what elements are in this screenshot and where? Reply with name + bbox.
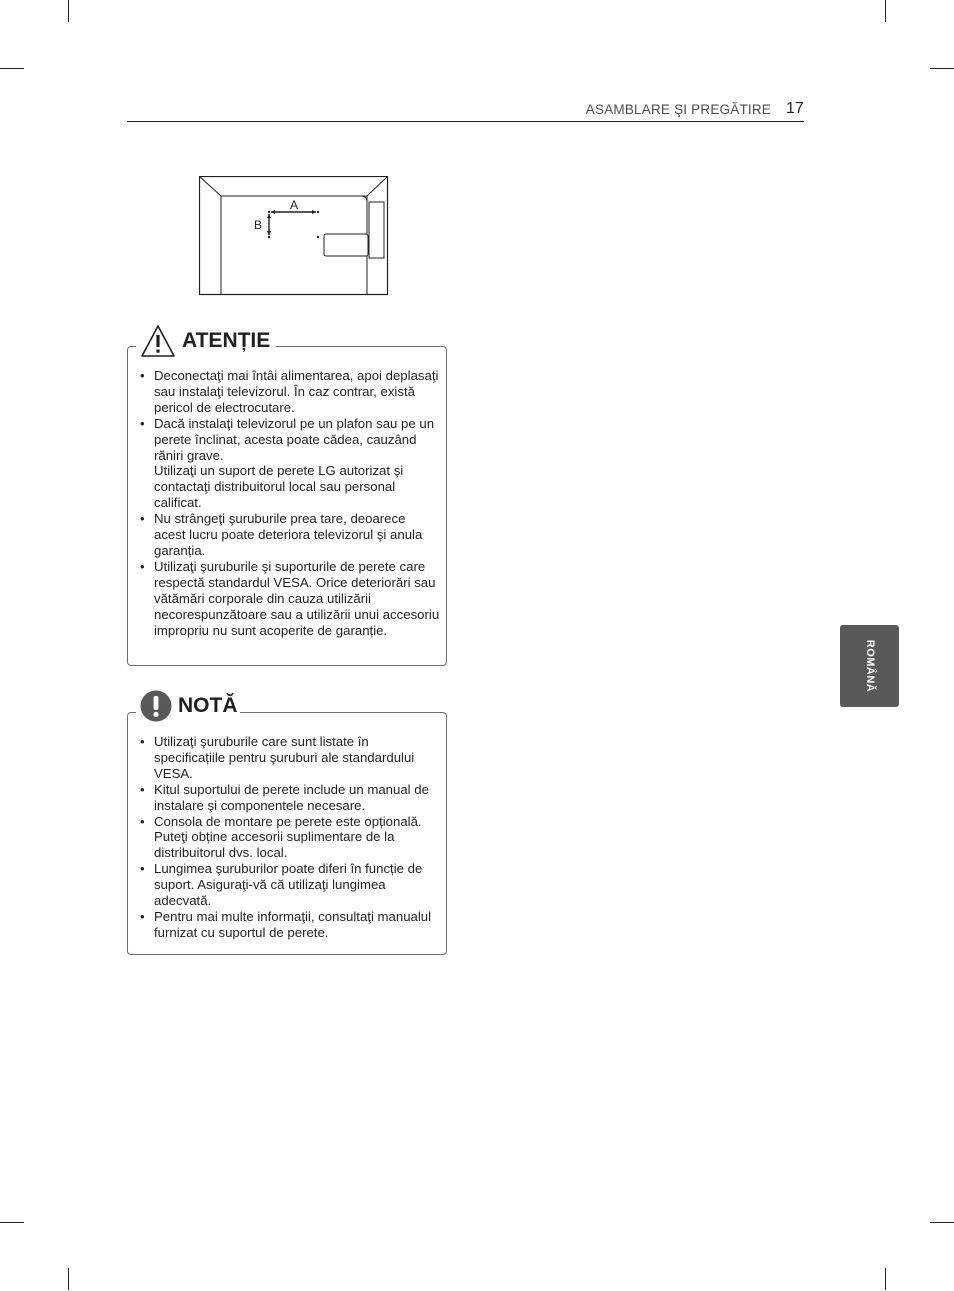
list-item: • Lungimea şuruburilor poate diferi în funcție de suport. Asiguraţi-vă că utilizaţi lungimea adecvată. — [140, 861, 440, 909]
list-item-subparagraph: Utilizaţi un suport de perete LG autorizat şi contactaţi distribuitorul local sau personal calificat. — [154, 463, 404, 511]
language-tab — [840, 625, 899, 707]
crop-mark — [930, 68, 954, 69]
dimension-a-label: A — [289, 198, 299, 212]
caution-list — [140, 368, 440, 638]
crop-mark — [68, 0, 69, 22]
list-item: • Kitul suportului de perete include un manual de instalare şi componentele necesare. — [140, 782, 440, 814]
caution-heading — [136, 322, 276, 360]
list-item: • Utilizaţi şuruburile şi suporturile de perete care respectă standardul VESA. Orice deteriorări sau vătămări corporale din cauza utilizării necorespunzătoare sau a utilizării unui accesoriu impropriu nu sunt acoperite de garanție. — [140, 559, 440, 639]
list-item: • Consola de montare pe perete este opțională. Puteţi obține accesorii suplimentare de la distribuitorul dvs. local. — [140, 814, 440, 862]
list-item: • Pentru mai multe informaţii, consultaţi manualul furnizat cu suportul de perete. — [140, 909, 440, 941]
section-title: ASAMBLARE ŞI PREGĂTIRE — [585, 102, 771, 117]
note-title: NOTĂ — [178, 694, 238, 717]
caution-title: ATENȚIE — [182, 329, 271, 352]
warning-triangle-icon — [140, 324, 176, 358]
list-item: • Nu strângeţi şuruburile prea tare, deoarece acest lucru poate deteriora televizorul şi anula garanția. — [140, 511, 440, 559]
header-divider — [127, 121, 804, 122]
crop-mark — [885, 1268, 886, 1290]
dimension-b-label: B — [253, 218, 262, 232]
language-tab-label: ROMÂNĂ — [863, 639, 876, 693]
crop-mark — [930, 1222, 954, 1223]
note-heading — [136, 688, 240, 724]
tv-back-panel-vesa-diagram-icon — [199, 176, 389, 296]
crop-mark — [885, 0, 886, 22]
list-item — [140, 416, 440, 511]
list-item: • Deconectaţi mai întâi alimentarea, apoi deplasaţi sau instalaţi televizorul. În caz contrar, există pericol de electrocutare. — [140, 368, 440, 416]
exclamation-circle-icon — [140, 690, 172, 722]
crop-mark — [0, 1222, 24, 1223]
list-item: • Utilizaţi şuruburile care sunt listate în specificațiile pentru şuruburi ale standardului VESA. — [140, 734, 440, 782]
crop-mark — [68, 1268, 69, 1290]
tv-back-diagram — [199, 176, 389, 296]
crop-mark — [0, 68, 24, 69]
list-item-text: Dacă instalaţi televizorul pe un plafon sau pe un perete înclinat, acesta poate cădea, cauzând răniri grave. — [154, 415, 435, 463]
note-list — [140, 734, 440, 941]
page-number: 17 — [786, 100, 804, 117]
